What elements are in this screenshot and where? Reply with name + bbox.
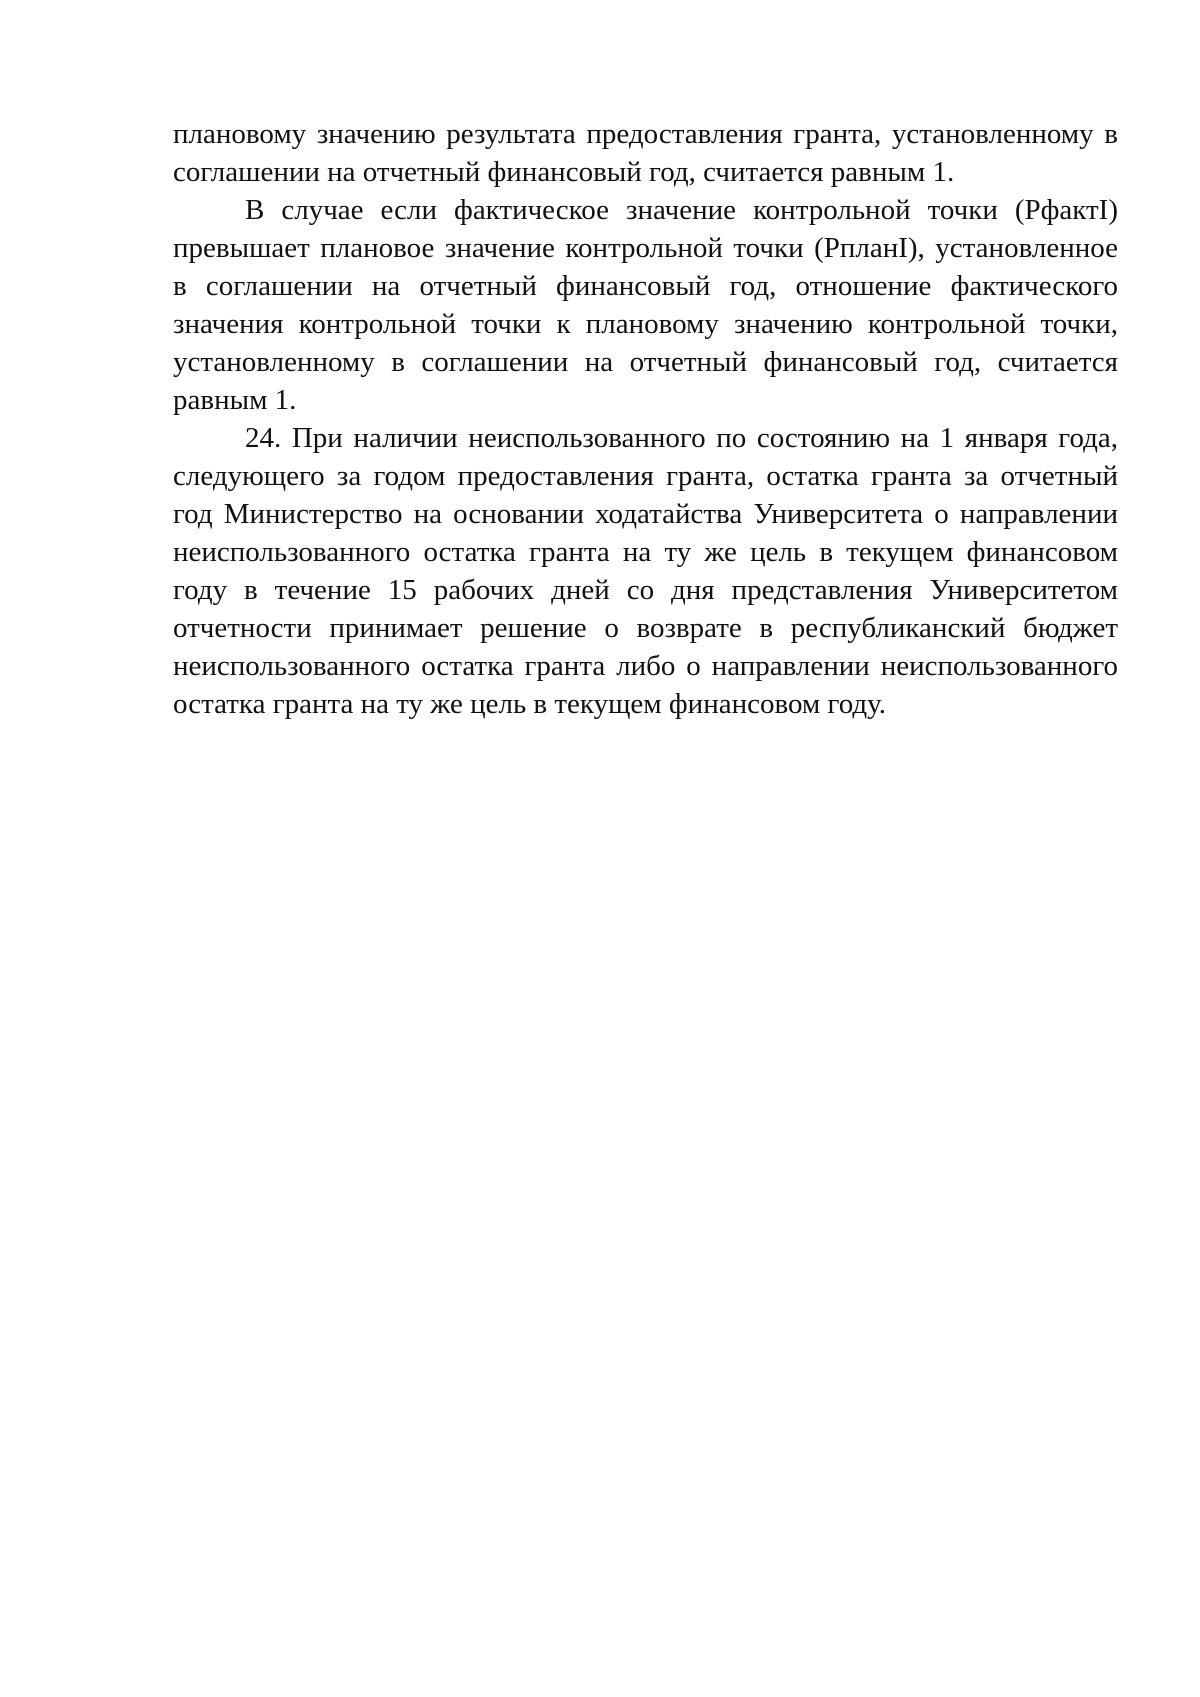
paragraph-item-24: 24. При наличии неиспользованного по состоянию на 1 января года, следующего за годом предоставления гранта, остатка гранта за отчетный год Министерство на основании ходатайства Университета о направлении неиспользованного остатка гранта на ту же цель в текущем финансовом году в течение 15 рабочих дней со дня представления Университетом отчетности принимает решение о возврате в республиканский бюджет неиспользованного остатка гранта либо о направлении неиспользованного остатка гранта на ту же цель в текущем финансовом году. [173,422,1118,720]
paragraph-control-point: В случае если фактическое значение контрольной точки (PфактI) превышает плановое значение контрольной точки (PпланI), установленное в соглашении на отчетный финансовый год, отношение фактического значения контрольной точки к плановому значению контрольной точки, установленному в соглашении на отчетный финансовый год, считается равным 1. [173,194,1118,416]
paragraph-continuation: плановому значению результата предоставления гранта, установленному в соглашении на отчетный финансовый год, считается равным 1. [173,118,1118,188]
document-body [173,115,1118,723]
